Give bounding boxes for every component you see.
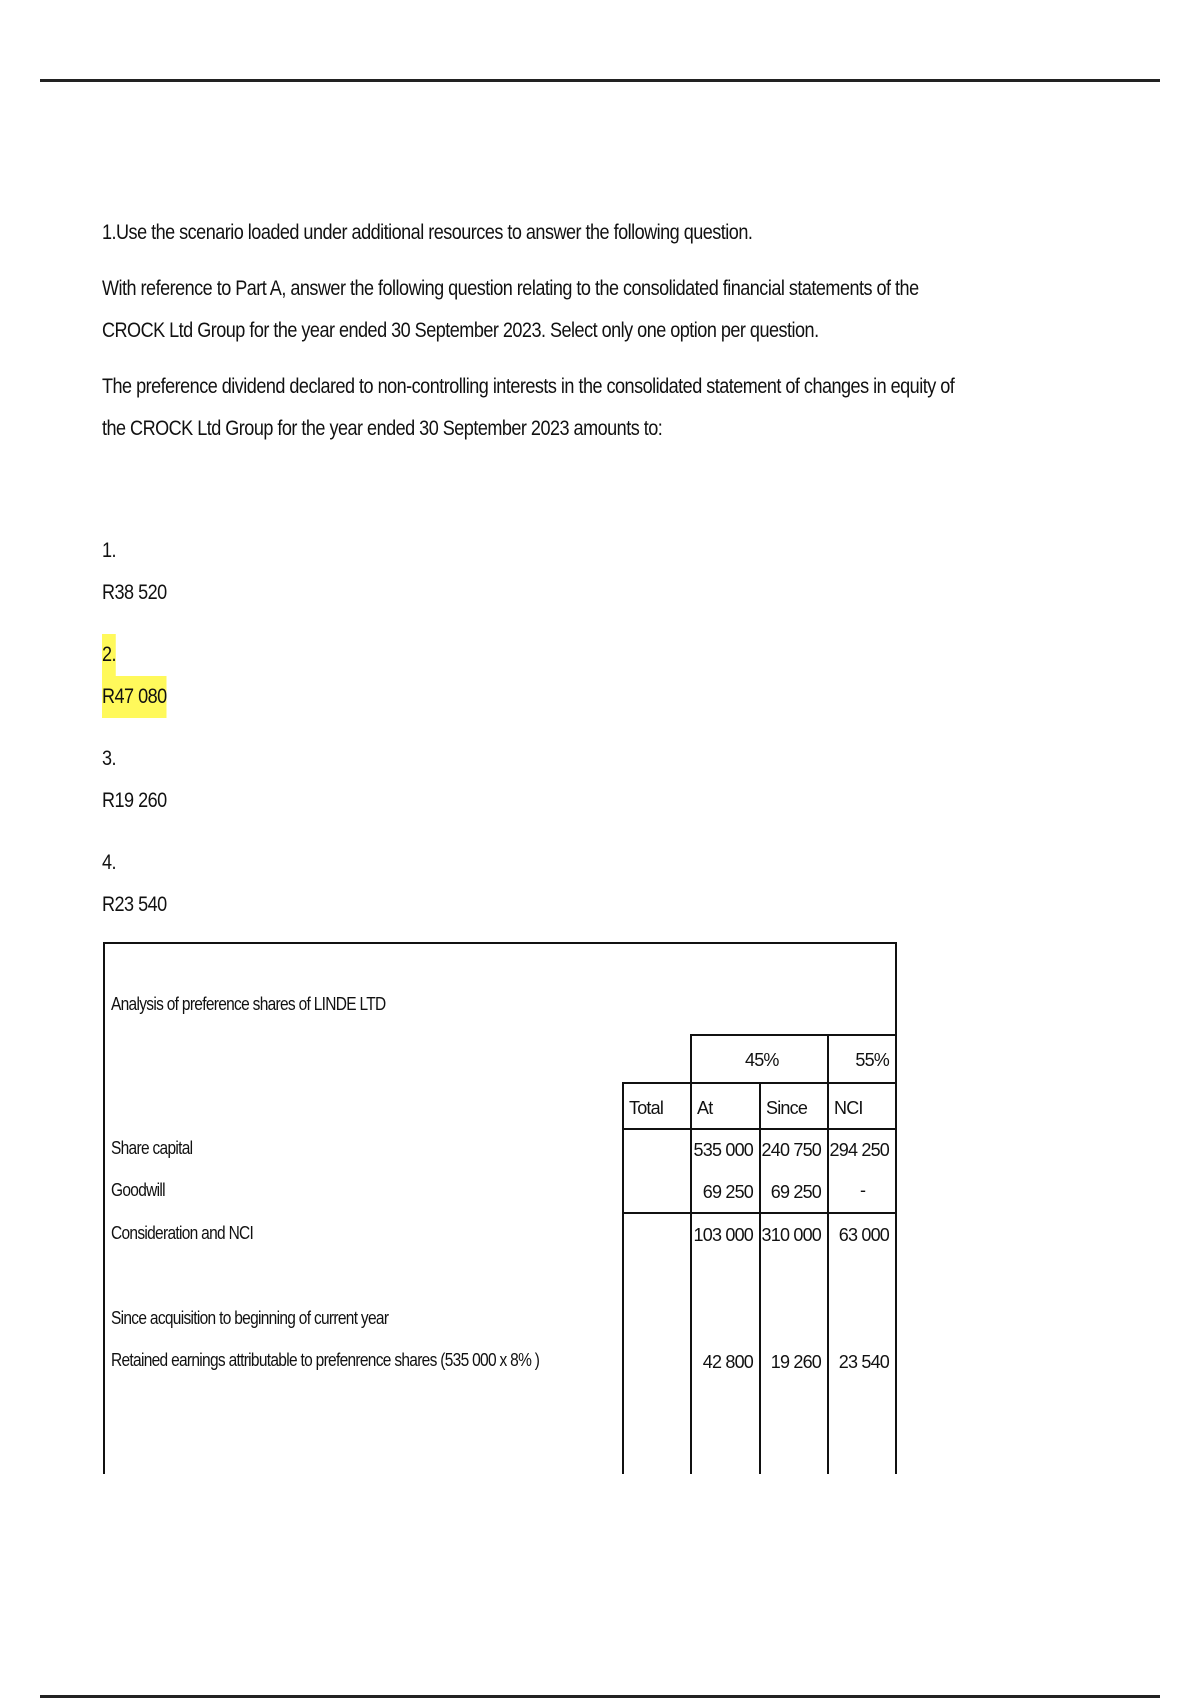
question-prompt: The preference dividend declared to non-controlling interests in the consolidated statement of changes in equity of the CROCK Ltd Group for the year ended 30 September 2023 amounts to: — [102, 375, 955, 440]
option-value: R38 520 — [102, 581, 167, 604]
retained-nci: 23 540 — [838, 1352, 889, 1372]
share-capital-at: 240 750 — [761, 1140, 821, 1160]
row-label-since-acquisition: Since acquisition to beginning of current year — [111, 1308, 389, 1328]
group-header-top-line — [690, 1034, 895, 1036]
consideration-total: 103 000 — [693, 1225, 753, 1245]
top-divider — [40, 79, 1160, 82]
option-1[interactable] — [102, 530, 167, 634]
question-intro: 1.Use the scenario loaded under additional resources to answer the following question. — [102, 221, 753, 244]
consideration-nci: 63 000 — [838, 1225, 889, 1245]
share-capital-nci: 294 250 — [829, 1140, 889, 1160]
row-label-consideration: Consideration and NCI — [111, 1223, 254, 1243]
option-4[interactable] — [102, 842, 167, 946]
row-label-retained-earnings: Retained earnings attributable to prefenrence shares (535 000 x 8% ) — [111, 1350, 540, 1370]
bottom-divider — [40, 1695, 1160, 1698]
option-number: 4. — [102, 851, 117, 874]
row-label-goodwill: Goodwill — [111, 1180, 165, 1200]
option-3[interactable] — [102, 738, 167, 842]
group-header-55: 55% — [855, 1050, 889, 1070]
col-header-at: At — [697, 1098, 713, 1118]
option-value: R19 260 — [102, 789, 167, 812]
col-nci-left-line — [827, 1034, 829, 1474]
retained-since: 19 260 — [770, 1352, 821, 1372]
col-at-left-line — [690, 1034, 692, 1474]
option-value: R23 540 — [102, 893, 167, 916]
question-block — [102, 212, 962, 464]
share-capital-total: 535 000 — [693, 1140, 753, 1160]
consideration-at: 310 000 — [761, 1225, 821, 1245]
retained-total: 42 800 — [702, 1352, 753, 1372]
preference-shares-analysis-table — [103, 942, 897, 1474]
col-header-nci: NCI — [834, 1098, 863, 1118]
option-number: 3. — [102, 747, 117, 770]
option-2[interactable] — [102, 634, 167, 738]
goodwill-total: 69 250 — [702, 1182, 753, 1202]
option-number: 2. — [102, 634, 116, 676]
row-label-share-capital: Share capital — [111, 1138, 193, 1158]
option-value: R47 080 — [102, 676, 167, 718]
option-number: 1. — [102, 539, 117, 562]
question-instruction: With reference to Part A, answer the following question relating to the consolidated financial statements of the CROCK Ltd Group for the year ended 30 September 2023. Select only one option per question. — [102, 277, 919, 342]
table-title: Analysis of preference shares of LINDE LTD — [111, 994, 386, 1014]
group-header-45: 45% — [745, 1050, 779, 1070]
goodwill-at: 69 250 — [770, 1182, 821, 1202]
col-header-bottom-line — [622, 1128, 895, 1130]
col-header-total: Total — [629, 1098, 664, 1118]
goodwill-nci: - — [860, 1180, 866, 1200]
answer-options — [102, 530, 167, 946]
col-header-since: Since — [766, 1098, 808, 1118]
goodwill-bottom-line — [622, 1212, 895, 1214]
